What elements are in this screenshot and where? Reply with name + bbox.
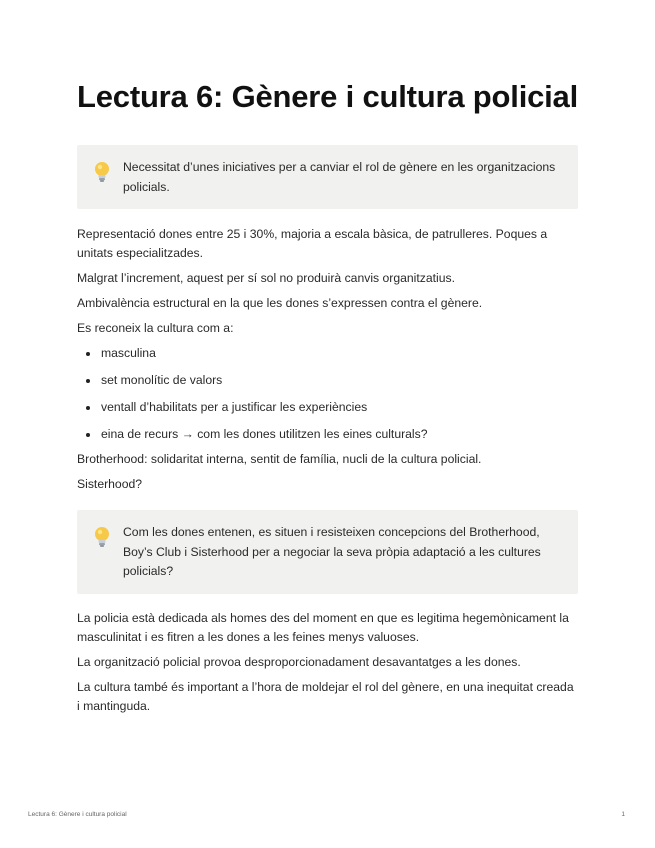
list-item: set monolític de valors	[77, 371, 578, 390]
paragraph: La cultura també és important a l’hora de moldejar el rol del gènere, en una inequitat creada i mantinguda.	[77, 679, 574, 713]
list-item: eina de recurs → com les dones utilitzen les eines culturals?	[77, 425, 578, 444]
paragraph: Brotherhood: solidaritat interna, sentit de família, nucli de la cultura policial.	[77, 452, 482, 466]
callout-box	[77, 510, 578, 594]
page-title: Lectura 6: Gènere i cultura policial	[77, 79, 579, 114]
list-item: masculina	[77, 344, 578, 363]
callout-text: Necessitat d’unes iniciatives per a canviar el rol de gènere en les organitzacions policials.	[123, 160, 556, 194]
paragraph: Representació dones entre 25 i 30%, majoria a escala bàsica, de patrulleres. Poques a unitats especialitzades.	[77, 227, 548, 260]
page-number: 1	[621, 811, 625, 818]
bullet-list	[77, 344, 578, 444]
paragraph: Ambivalència estructural en la que les dones s’expressen contra el gènere.	[77, 296, 483, 310]
paragraph: Es reconeix la cultura com a:	[77, 321, 234, 335]
paragraph: La policia està dedicada als homes des del moment en que es legitima hegemònicament la masculinitat i es fitren a les dones a les feines menys valuoses.	[77, 610, 569, 644]
callout-text: Com les dones entenen, es situen i resisteixen concepcions del Brotherhood, Boy’s Club i Sisterhood per a negociar la seva pròpia adaptació a les cultures policials?	[123, 525, 541, 578]
paragraph: Sisterhood?	[77, 477, 143, 491]
paragraph: La organització policial provoa desproporcionadament desavantatges a les dones.	[77, 654, 521, 669]
footer-title: Lectura 6: Gènere i cultura policial	[28, 811, 127, 818]
page-content	[77, 78, 578, 716]
callout-box	[77, 145, 578, 209]
list-item: ventall d’habilitats per a justificar les experiències	[77, 398, 578, 417]
lightbulb-icon	[91, 525, 113, 549]
paragraph: Malgrat l’increment, aquest per sí sol no produirà canvis organitzatius.	[77, 271, 455, 285]
lightbulb-icon	[91, 160, 113, 184]
